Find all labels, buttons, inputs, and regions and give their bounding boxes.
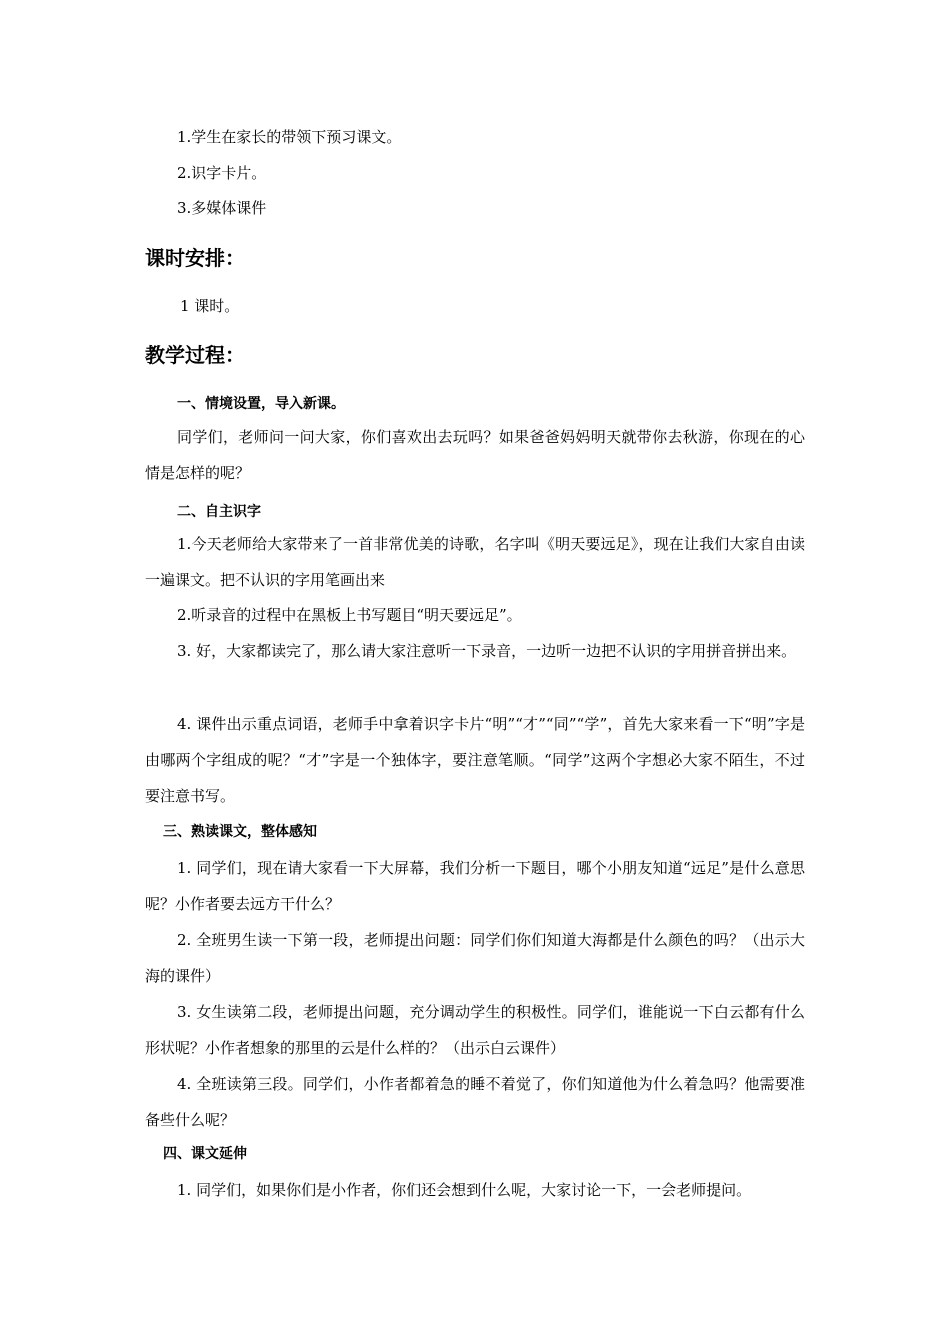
- schedule-text: 1 课时。: [180, 297, 240, 315]
- section-2-title: 二、自主识字: [177, 504, 261, 520]
- section-3-title: 三、熟读课文，整体感知: [163, 824, 317, 840]
- section-4-paragraph-1: 1. 同学们，如果你们是小作者，你们还会想到什么呢，大家讨论一下，一会老师提问。: [177, 1181, 752, 1199]
- section-3-paragraph-2: 2. 全班男生读一下第一段，老师提出问题：同学们你们知道大海都是什么颜色的吗？（出示大海的课件）: [145, 931, 805, 985]
- section-4-title: 四、课文延伸: [163, 1146, 247, 1162]
- prep-item-1: 1.学生在家长的带领下预习课文。: [177, 128, 402, 146]
- section-2-paragraph-3: 3. 好，大家都读完了，那么请大家注意听一下录音，一边听一边把不认识的字用拼音拼出来。: [177, 642, 797, 660]
- schedule-heading: 课时安排：: [145, 246, 245, 270]
- section-2-paragraph-1: 1.今天老师给大家带来了一首非常优美的诗歌，名字叫《明天要远足》，现在让我们大家自由读一遍课文。把不认识的字用笔画出来: [145, 535, 805, 589]
- process-heading: 教学过程：: [145, 343, 245, 367]
- section-1-title: 一、情境设置，导入新课。: [177, 396, 345, 412]
- prep-item-3: 3.多媒体课件: [177, 199, 267, 217]
- prep-item-2: 2.识字卡片。: [177, 164, 267, 182]
- section-1-paragraph-1: 同学们，老师问一问大家，你们喜欢出去玩吗？如果爸爸妈妈明天就带你去秋游，你现在的心情是怎样的呢？: [145, 428, 805, 482]
- section-3-paragraph-4: 4. 全班读第三段。同学们，小作者都着急的睡不着觉了，你们知道他为什么着急吗？他需要准备些什么呢？: [145, 1075, 805, 1129]
- section-3-paragraph-3: 3. 女生读第二段，老师提出问题，充分调动学生的积极性。同学们，谁能说一下白云都有什么形状呢？小作者想象的那里的云是什么样的？（出示白云课件）: [145, 1003, 805, 1057]
- section-2-paragraph-2: 2.听录音的过程中在黑板上书写题目“明天要远足”。: [177, 606, 522, 624]
- section-2-paragraph-4: 4. 课件出示重点词语，老师手中拿着识字卡片“明”“才”“同”“学”，首先大家来看一下“明”字是由哪两个字组成的呢？“才”字是一个独体字，要注意笔顺。“同学”这两个字想必大家不陌生，不过要注意书写。: [145, 715, 805, 805]
- section-3-paragraph-1: 1. 同学们，现在请大家看一下大屏幕，我们分析一下题目，哪个小朋友知道“远足”是什么意思呢？小作者要去远方干什么？: [145, 859, 805, 913]
